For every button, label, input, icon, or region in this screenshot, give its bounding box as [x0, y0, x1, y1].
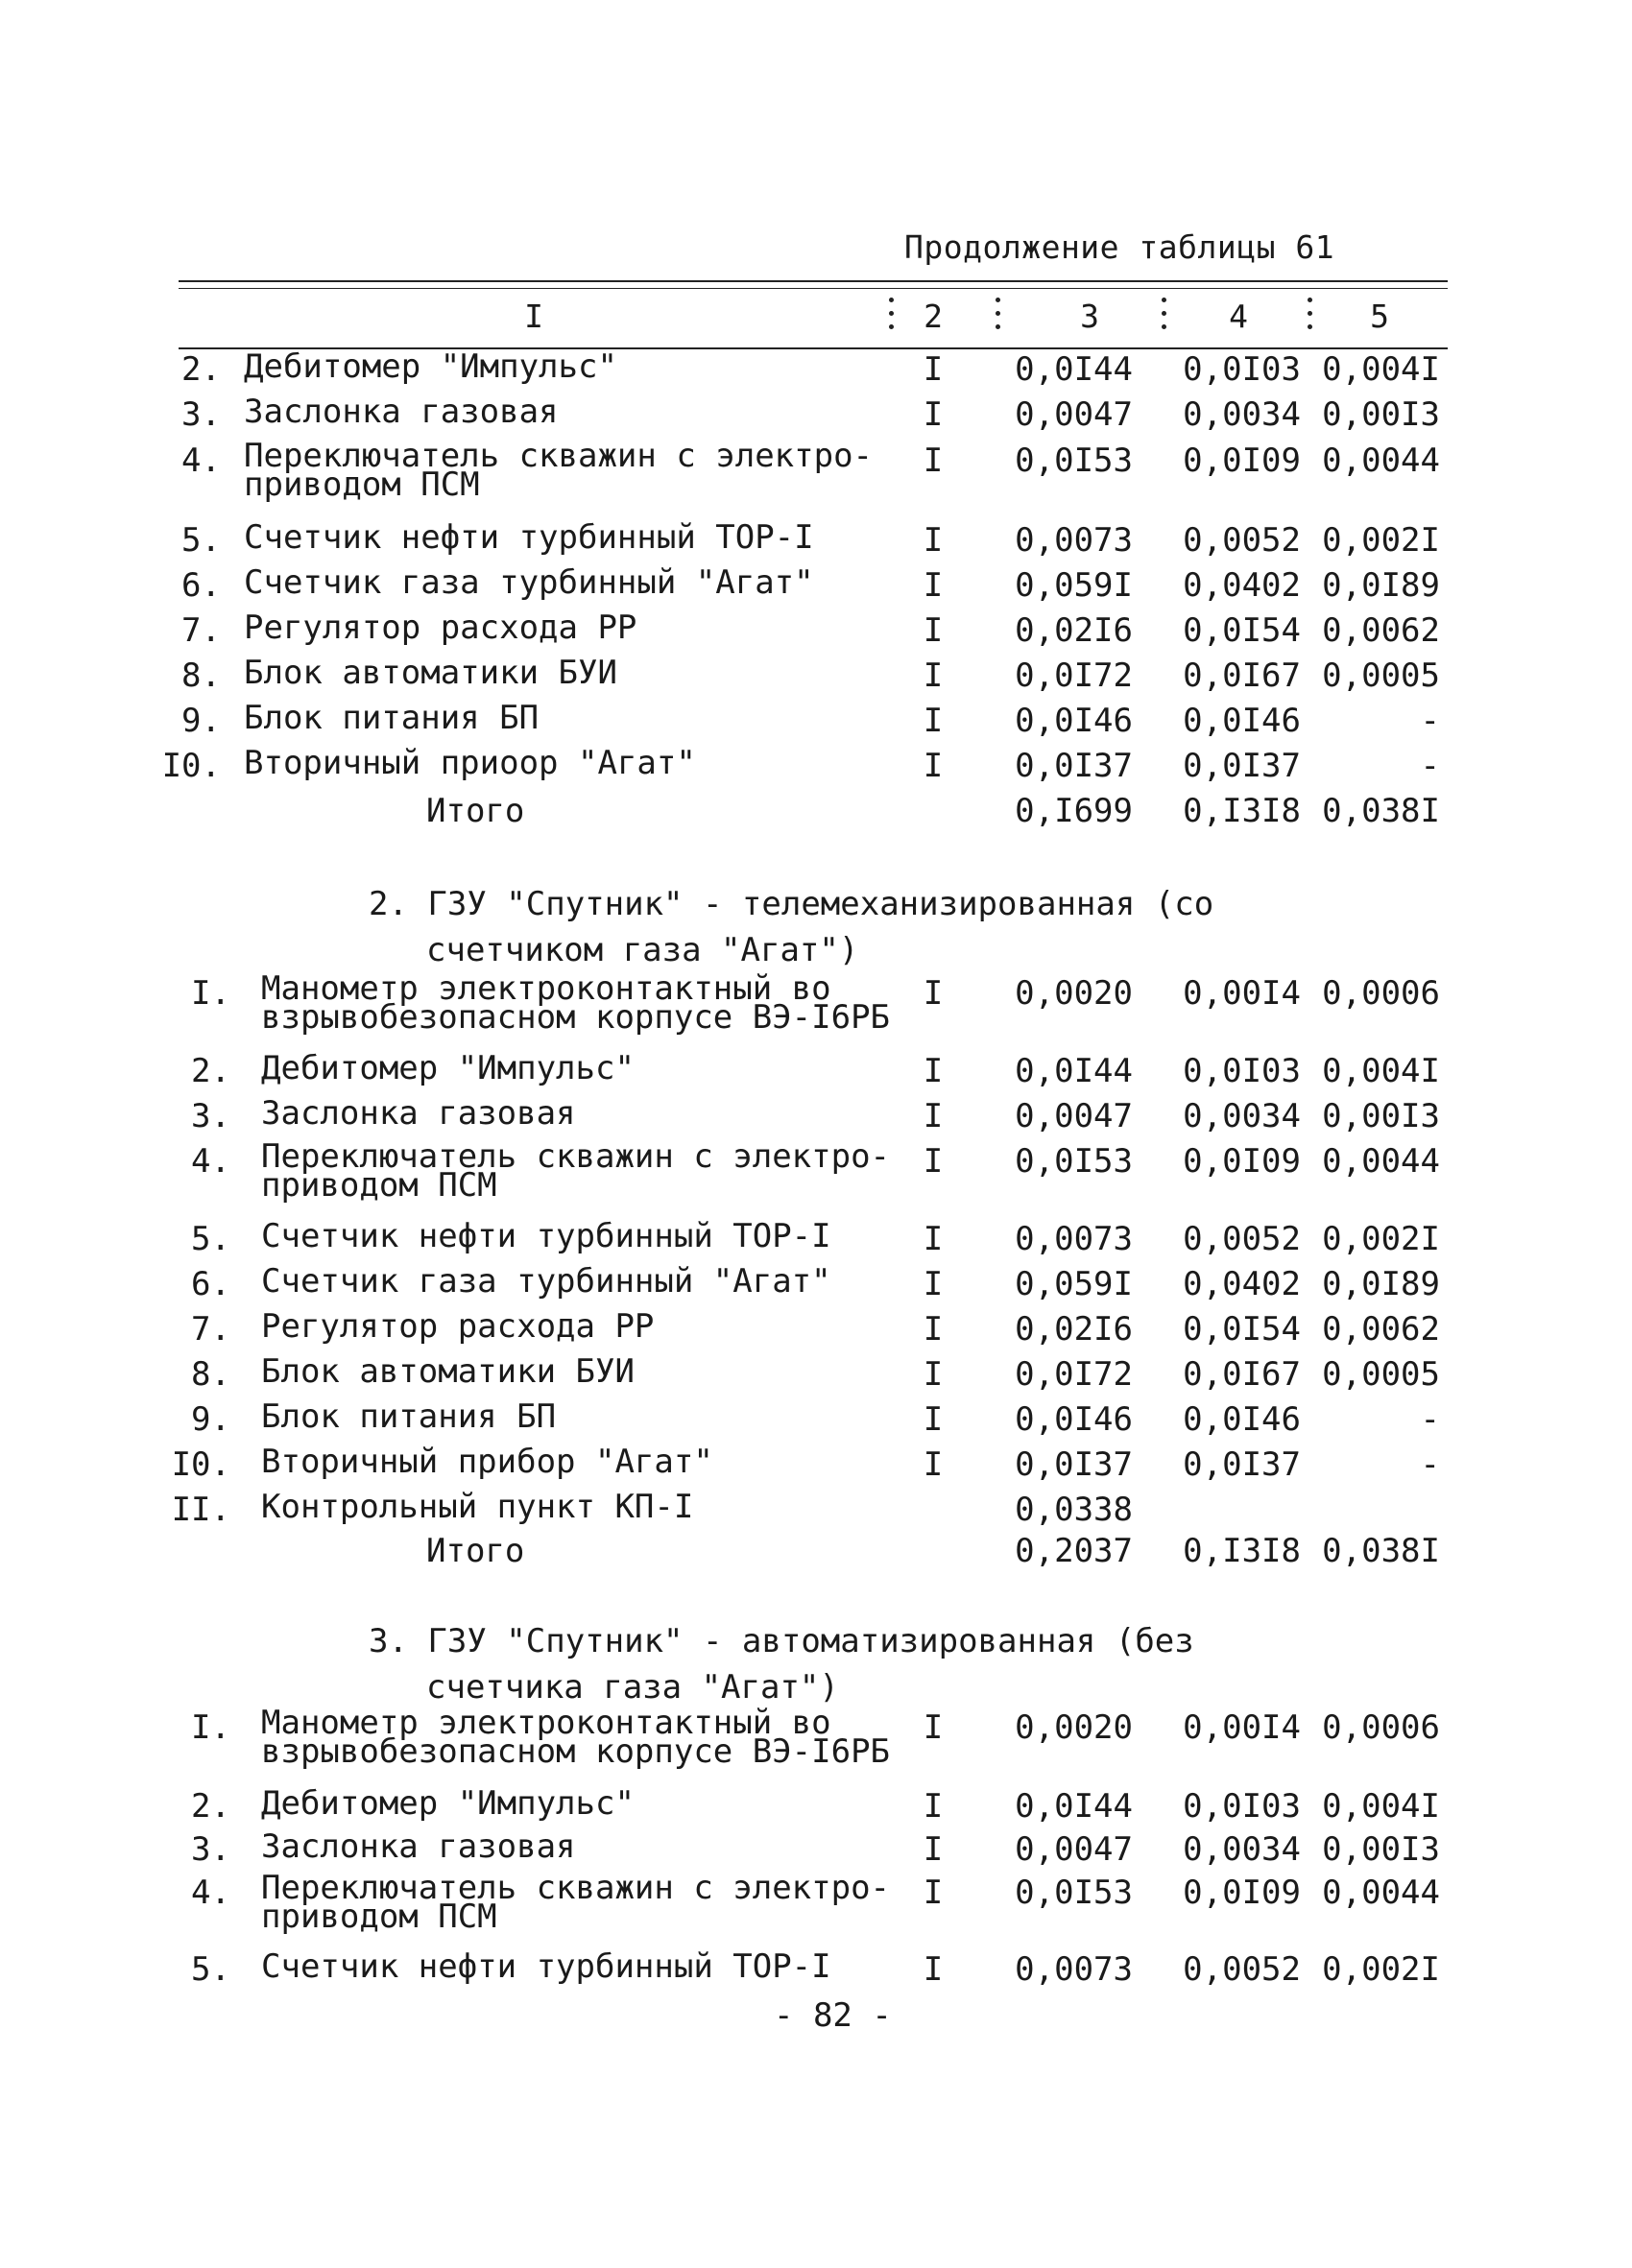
cell-col-4: 0,0I09 [1183, 1874, 1301, 1912]
cell-col-5: 0,0062 [1322, 611, 1440, 650]
row-number: 7. [191, 1310, 230, 1349]
cell-col-5: 0,0044 [1322, 1874, 1440, 1912]
section-heading-line: 3. ГЗУ "Спутник" - автоматизированная (без [369, 1622, 1194, 1660]
cell-col-2: I [923, 1142, 944, 1181]
cell-col-2: I [923, 657, 944, 695]
item-name [261, 1307, 655, 1346]
row-number: 2. [191, 1052, 230, 1090]
table-top-rule-thin [179, 288, 1448, 289]
row-number: 7. [181, 611, 221, 650]
item-name [261, 1947, 831, 1986]
cell-col-4: 0,0I67 [1183, 657, 1301, 695]
header-col-4: 4 [1229, 298, 1248, 335]
cell-col-3: 0,0I53 [1015, 442, 1133, 480]
row-number: 8. [191, 1355, 230, 1394]
item-name-line: Регулятор расхода РР [261, 1307, 655, 1346]
cell-col-2: I [923, 1445, 944, 1484]
cell-col-5: - [1420, 1400, 1440, 1439]
row-number: 5. [181, 521, 221, 560]
cell-col-5: 0,0005 [1322, 657, 1440, 695]
cell-col-5: 0,004I [1322, 350, 1440, 389]
item-name-line: Переключатель скважин с электро- [244, 437, 874, 475]
item-name-line: приводом ПСМ [244, 466, 480, 504]
row-number: 2. [181, 350, 221, 389]
cell-col-4: 0,0I09 [1183, 1142, 1301, 1181]
cell-col-4: 0,00I4 [1183, 974, 1301, 1013]
header-col-5: 5 [1370, 298, 1389, 335]
cell-col-3: 0,0338 [1015, 1491, 1133, 1529]
item-name-line: Блок питания БП [244, 699, 540, 737]
cell-col-2: I [923, 1830, 944, 1869]
cell-col-2: I [923, 1310, 944, 1349]
row-number: 5. [191, 1950, 230, 1989]
cell-col-3: 0,0047 [1015, 1830, 1133, 1869]
item-name-line: взрывобезопасном корпусе ВЭ-I6РБ [261, 1732, 891, 1771]
page-number: - 82 - [774, 1996, 892, 2035]
cell-col-4: 0,0I37 [1183, 1445, 1301, 1484]
cell-col-4: 0,0034 [1183, 1097, 1301, 1135]
section-heading-2 [369, 881, 1213, 973]
cell-col-3: 0,0I53 [1015, 1874, 1133, 1912]
row-number: I0. [171, 1445, 230, 1484]
item-name-line: Счетчик газа турбинный "Агат" [244, 563, 814, 602]
item-name-line: приводом ПСМ [261, 1898, 497, 1936]
cell-col-2: I [923, 395, 944, 434]
cell-col-2: I [923, 1220, 944, 1258]
cell-col-3: 0,0I46 [1015, 702, 1133, 740]
header-col-3: 3 [1080, 298, 1099, 335]
item-name-line: Манометр электроконтактный во [261, 969, 831, 1008]
header-separator [1308, 292, 1313, 342]
item-name-line: Дебитомер "Импульс" [244, 347, 617, 386]
cell-col-5: 0,00I3 [1322, 1830, 1440, 1869]
cell-col-2: I [923, 1708, 944, 1747]
item-name [261, 1869, 891, 1936]
cell-col-4: 0,0I03 [1183, 1052, 1301, 1090]
item-name [261, 1137, 891, 1205]
item-name [261, 969, 891, 1037]
item-name [244, 393, 559, 431]
cell-col-5: 0,0I89 [1322, 1265, 1440, 1303]
item-name [244, 609, 637, 647]
cell-col-3: 0,02I6 [1015, 1310, 1133, 1349]
item-name-line: Блок автоматики БУИ [244, 654, 617, 692]
item-name-line: Блок автоматики БУИ [261, 1352, 635, 1391]
item-name [261, 1488, 694, 1526]
cell-col-3: 0,0I37 [1015, 747, 1133, 785]
total-col-4: 0,I3I8 [1183, 792, 1301, 830]
cell-col-4: 0,0I09 [1183, 442, 1301, 480]
cell-col-5: 0,004I [1322, 1052, 1440, 1090]
cell-col-5: 0,002I [1322, 521, 1440, 560]
cell-col-3: 0,059I [1015, 566, 1133, 605]
cell-col-3: 0,0I44 [1015, 1787, 1133, 1826]
item-name [244, 654, 617, 692]
cell-col-4: 0,0I67 [1183, 1355, 1301, 1394]
item-name [244, 744, 696, 782]
cell-col-5: - [1420, 747, 1440, 785]
item-name-line: Дебитомер "Импульс" [261, 1049, 635, 1087]
total-col-4: 0,I3I8 [1183, 1532, 1301, 1570]
cell-col-4: 0,0I03 [1183, 1787, 1301, 1826]
row-number: 3. [191, 1097, 230, 1135]
item-name-line: Дебитомер "Импульс" [261, 1784, 635, 1823]
header-col-2: 2 [924, 298, 943, 335]
row-number: I. [191, 974, 230, 1013]
cell-col-5: - [1420, 702, 1440, 740]
cell-col-3: 0,0I44 [1015, 350, 1133, 389]
cell-col-2: I [923, 974, 944, 1013]
cell-col-5: 0,002I [1322, 1220, 1440, 1258]
item-name-line: Манометр электроконтактный во [261, 1704, 831, 1742]
section-heading-line: счетчика газа "Агат") [426, 1668, 839, 1707]
item-name [244, 437, 874, 504]
row-number: I. [191, 1708, 230, 1747]
total-col-3: 0,2037 [1015, 1532, 1133, 1570]
cell-col-4: 0,0I54 [1183, 611, 1301, 650]
cell-col-2: I [923, 1787, 944, 1826]
total-col-5: 0,038I [1322, 792, 1440, 830]
table-top-rule [179, 280, 1448, 282]
row-number: II. [171, 1491, 230, 1529]
cell-col-4: 0,00I4 [1183, 1708, 1301, 1747]
cell-col-4: 0,0034 [1183, 395, 1301, 434]
item-name [261, 1827, 576, 1866]
item-name [261, 1704, 891, 1771]
cell-col-5: 0,0005 [1322, 1355, 1440, 1394]
cell-col-3: 0,0I44 [1015, 1052, 1133, 1090]
cell-col-2: I [923, 566, 944, 605]
cell-col-3: 0,0I72 [1015, 1355, 1133, 1394]
cell-col-4: 0,0402 [1183, 1265, 1301, 1303]
cell-col-2: I [923, 1355, 944, 1394]
cell-col-2: I [923, 611, 944, 650]
row-number: 9. [191, 1400, 230, 1439]
cell-col-3: 0,0073 [1015, 1220, 1133, 1258]
item-name [261, 1262, 831, 1301]
cell-col-3: 0,059I [1015, 1265, 1133, 1303]
cell-col-3: 0,0020 [1015, 974, 1133, 1013]
row-number: 6. [181, 566, 221, 605]
item-name [261, 1784, 635, 1823]
row-number: 9. [181, 702, 221, 740]
total-col-3: 0,I699 [1015, 792, 1133, 830]
item-name [261, 1397, 557, 1436]
item-name-line: Счетчик газа турбинный "Агат" [261, 1262, 831, 1301]
header-separator [1162, 292, 1167, 342]
cell-col-5: 0,0I89 [1322, 566, 1440, 605]
item-name [261, 1217, 831, 1255]
cell-col-3: 0,0I46 [1015, 1400, 1133, 1439]
row-number: 4. [191, 1874, 230, 1912]
cell-col-3: 0,0I72 [1015, 657, 1133, 695]
item-name-line: Заслонка газовая [261, 1827, 576, 1866]
cell-col-2: I [923, 1400, 944, 1439]
item-name [261, 1352, 635, 1391]
cell-col-4: 0,0402 [1183, 566, 1301, 605]
cell-col-4: 0,0052 [1183, 1950, 1301, 1989]
cell-col-2: I [923, 702, 944, 740]
cell-col-3: 0,0I37 [1015, 1445, 1133, 1484]
cell-col-5: 0,002I [1322, 1950, 1440, 1989]
cell-col-5: 0,0006 [1322, 1708, 1440, 1747]
item-name-line: Счетчик нефти турбинный ТОР-I [244, 518, 814, 557]
row-number: 4. [191, 1142, 230, 1181]
row-number: 5. [191, 1220, 230, 1258]
item-name-line: Переключатель скважин с электро- [261, 1869, 891, 1907]
row-number: 4. [181, 442, 221, 480]
item-name-line: Счетчик нефти турбинный ТОР-I [261, 1947, 831, 1986]
cell-col-5: 0,0006 [1322, 974, 1440, 1013]
cell-col-5: 0,004I [1322, 1787, 1440, 1826]
cell-col-2: I [923, 350, 944, 389]
cell-col-3: 0,0047 [1015, 1097, 1133, 1135]
cell-col-3: 0,0073 [1015, 1950, 1133, 1989]
cell-col-2: I [923, 1874, 944, 1912]
item-name-line: Переключатель скважин с электро- [261, 1137, 891, 1176]
item-name [261, 1049, 635, 1087]
cell-col-4: 0,0052 [1183, 1220, 1301, 1258]
cell-col-5: 0,00I3 [1322, 395, 1440, 434]
item-name [244, 347, 617, 386]
row-number: 3. [191, 1830, 230, 1869]
total-label: Итого [426, 1532, 525, 1570]
cell-col-2: I [923, 521, 944, 560]
section-heading-line: счетчиком газа "Агат") [426, 931, 859, 969]
table-caption: Продолжение таблицы 61 [904, 228, 1335, 266]
header-col-1: I [524, 298, 543, 335]
total-label: Итого [426, 792, 525, 830]
row-number: 8. [181, 657, 221, 695]
cell-col-4: 0,0I03 [1183, 350, 1301, 389]
cell-col-3: 0,0020 [1015, 1708, 1133, 1747]
item-name-line: Заслонка газовая [261, 1094, 576, 1133]
cell-col-4: 0,0034 [1183, 1830, 1301, 1869]
item-name-line: Регулятор расхода РР [244, 609, 637, 647]
item-name-line: Блок питания БП [261, 1397, 557, 1436]
cell-col-4: 0,0I54 [1183, 1310, 1301, 1349]
item-name-line: Счетчик нефти турбинный ТОР-I [261, 1217, 831, 1255]
cell-col-2: I [923, 1265, 944, 1303]
total-col-5: 0,038I [1322, 1532, 1440, 1570]
item-name-line: Вторичный прибор "Агат" [261, 1443, 713, 1481]
cell-col-3: 0,02I6 [1015, 611, 1133, 650]
cell-col-5: - [1420, 1445, 1440, 1484]
item-name-line: Заслонка газовая [244, 393, 559, 431]
item-name-line: взрывобезопасном корпусе ВЭ-I6РБ [261, 998, 891, 1037]
item-name-line: приводом ПСМ [261, 1166, 497, 1205]
cell-col-4: 0,0I46 [1183, 702, 1301, 740]
item-name [244, 518, 814, 557]
header-separator [996, 292, 1001, 342]
item-name [261, 1094, 576, 1133]
item-name-line: Вторичный приоор "Агат" [244, 744, 696, 782]
cell-col-3: 0,0073 [1015, 521, 1133, 560]
cell-col-4: 0,0I46 [1183, 1400, 1301, 1439]
cell-col-5: 0,0062 [1322, 1310, 1440, 1349]
cell-col-2: I [923, 1097, 944, 1135]
cell-col-2: I [923, 747, 944, 785]
cell-col-5: 0,00I3 [1322, 1097, 1440, 1135]
item-name [244, 563, 814, 602]
item-name [244, 699, 540, 737]
cell-col-2: I [923, 1052, 944, 1090]
item-name-line: Контрольный пункт КП-I [261, 1488, 694, 1526]
section-heading-3 [369, 1618, 1194, 1710]
cell-col-4: 0,0052 [1183, 521, 1301, 560]
cell-col-2: I [923, 442, 944, 480]
cell-col-3: 0,0047 [1015, 395, 1133, 434]
header-separator [889, 292, 895, 342]
row-number: 3. [181, 395, 221, 434]
section-heading-line: 2. ГЗУ "Спутник" - телемеханизированная (со [369, 885, 1214, 923]
cell-col-2: I [923, 1950, 944, 1989]
row-number: 2. [191, 1787, 230, 1826]
item-name [261, 1443, 713, 1481]
row-number: I0. [161, 747, 221, 785]
row-number: 6. [191, 1265, 230, 1303]
cell-col-5: 0,0044 [1322, 1142, 1440, 1181]
cell-col-5: 0,0044 [1322, 442, 1440, 480]
cell-col-4: 0,0I37 [1183, 747, 1301, 785]
cell-col-3: 0,0I53 [1015, 1142, 1133, 1181]
